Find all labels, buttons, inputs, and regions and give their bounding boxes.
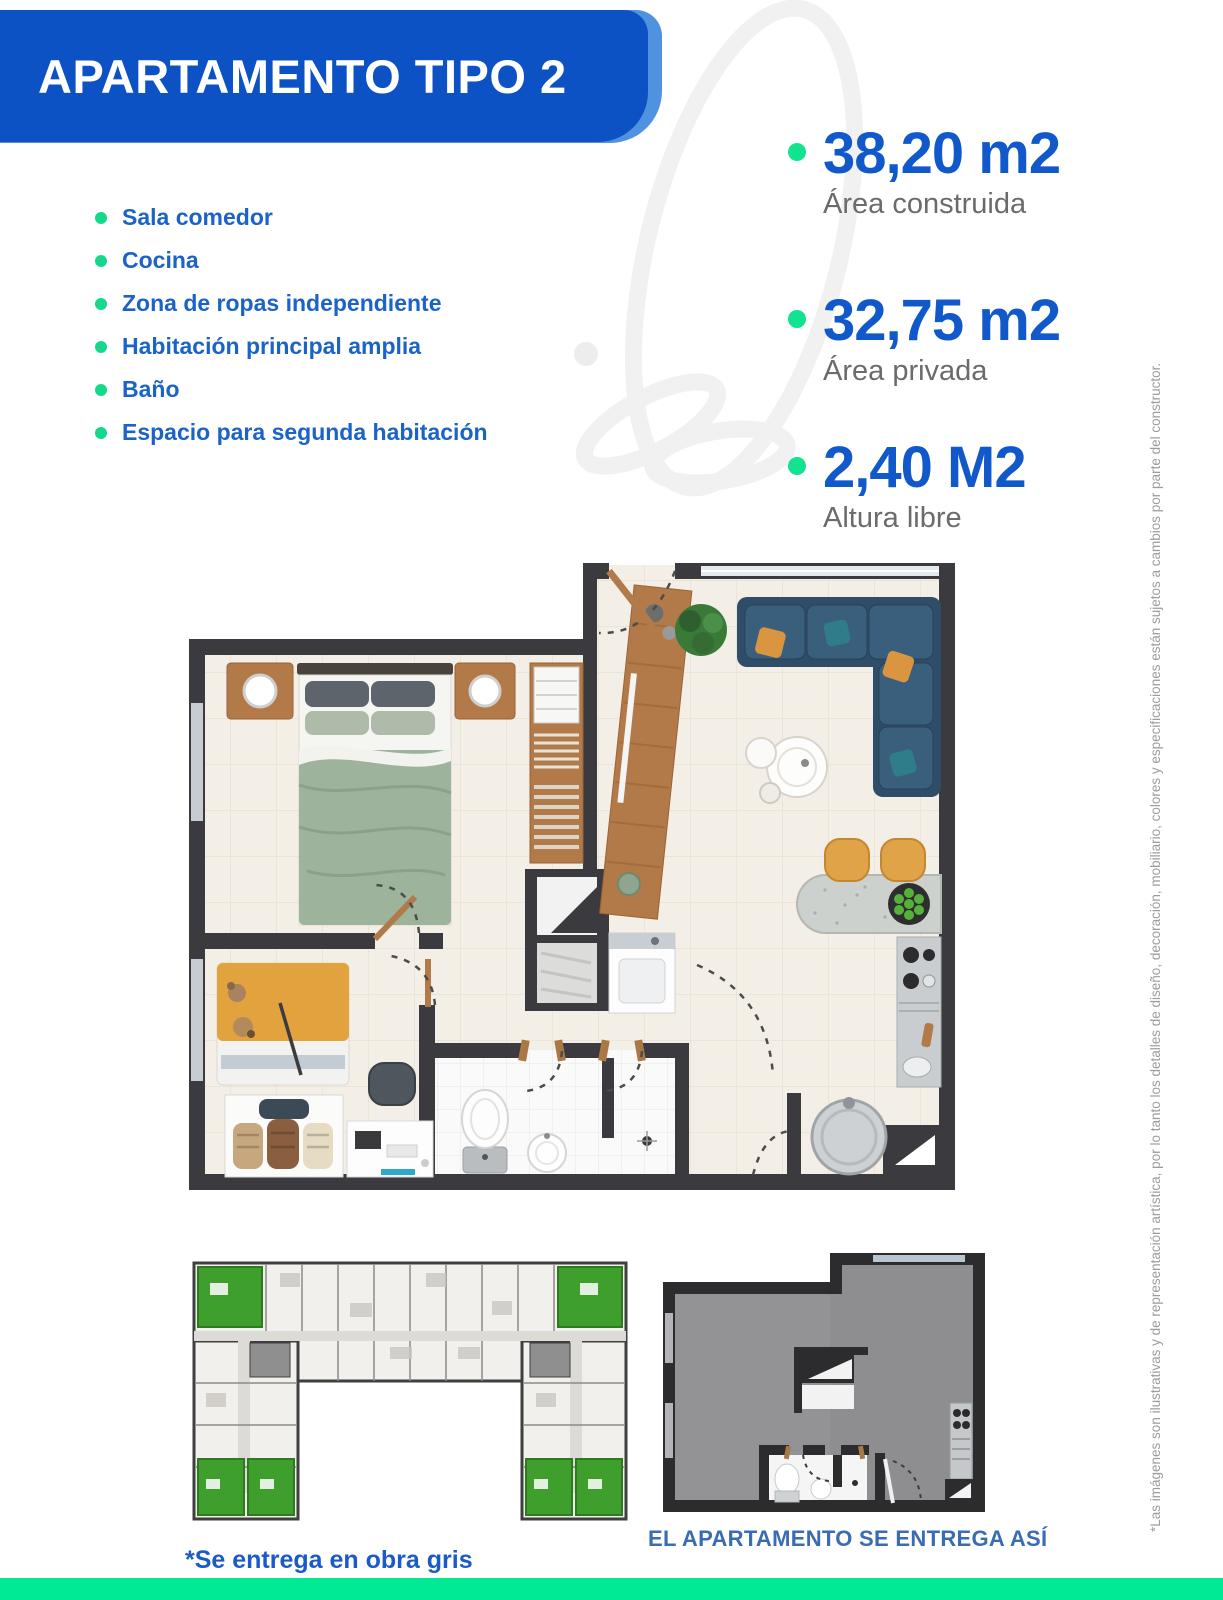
stat-dot-icon bbox=[788, 457, 806, 475]
feature-list bbox=[95, 196, 488, 454]
bullet-dot-icon bbox=[95, 255, 107, 267]
bullet-dot-icon bbox=[95, 298, 107, 310]
stat-value: 2,40 M2 bbox=[823, 435, 1026, 500]
legal-disclaimer: *Las imágenes son ilustrativas y de representación artística, por lo tanto los detalles de diseño, decoración, mobiliario, colores y especificaciones están sujetos a cambios por parte del constructor. bbox=[1148, 362, 1163, 1532]
list-item: Baño bbox=[95, 368, 488, 411]
building-plan bbox=[190, 1243, 630, 1523]
bullet-dot-icon bbox=[95, 212, 107, 224]
header-banner bbox=[0, 10, 648, 142]
list-item: Zona de ropas independiente bbox=[95, 282, 488, 325]
stat-label: Área privada bbox=[823, 355, 988, 387]
delivery-plan-obra-gris bbox=[663, 1253, 985, 1520]
stat-dot-icon bbox=[788, 143, 806, 161]
bullet-dot-icon bbox=[95, 427, 107, 439]
bullet-dot-icon bbox=[95, 384, 107, 396]
main-floor-plan bbox=[185, 535, 965, 1195]
stat-label: Altura libre bbox=[823, 502, 962, 534]
stat-built-area bbox=[770, 123, 1200, 221]
stat-value: 32,75 m2 bbox=[823, 288, 1061, 353]
list-item: Sala comedor bbox=[95, 196, 488, 239]
list-item: Habitación principal amplia bbox=[95, 325, 488, 368]
stat-dot-icon bbox=[788, 310, 806, 328]
list-item: Espacio para segunda habitación bbox=[95, 411, 488, 454]
footer-accent-bar bbox=[0, 1578, 1223, 1600]
list-item: Cocina bbox=[95, 239, 488, 282]
page-title: APARTAMENTO TIPO 2 bbox=[38, 49, 567, 103]
bullet-dot-icon bbox=[95, 341, 107, 353]
stat-value: 38,20 m2 bbox=[823, 121, 1061, 186]
stat-private-area bbox=[770, 290, 1200, 388]
stat-label: Área construida bbox=[823, 188, 1027, 220]
stat-free-height bbox=[770, 437, 1200, 535]
building-plan-note: *Se entrega en obra gris bbox=[185, 1546, 473, 1574]
delivery-plan-title: EL APARTAMENTO SE ENTREGA ASÍ bbox=[648, 1526, 1048, 1551]
